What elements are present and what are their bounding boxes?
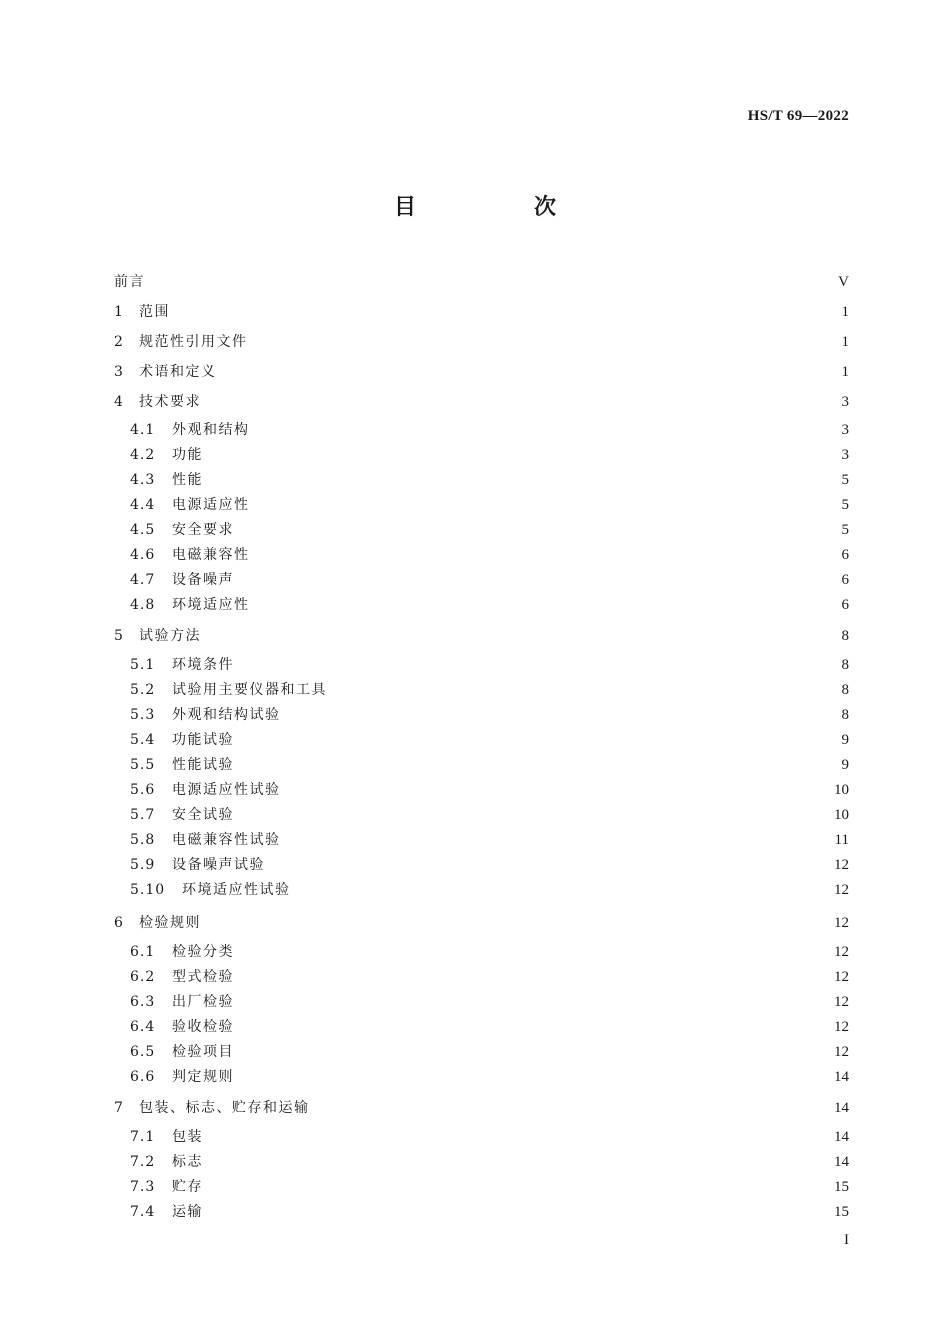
toc-entry-label: 包装、标志、贮存和运输 [139, 1100, 310, 1116]
toc-entry-label: 电源适应性试验 [172, 782, 281, 798]
toc-entry-number: 4.4 [130, 497, 156, 513]
toc-entry-number: 6.5 [130, 1044, 156, 1060]
toc-entry-number: 4.2 [130, 447, 156, 463]
toc-entry-label: 出厂检验 [172, 994, 234, 1010]
toc-entry-page: 3 [841, 447, 849, 463]
toc-entry[interactable] [130, 990, 849, 1014]
toc-entry-page: 6 [841, 547, 849, 563]
toc-entry-number: 5.6 [130, 782, 156, 798]
toc-entry-label: 环境适应性 [172, 597, 250, 613]
toc-entry[interactable] [114, 624, 849, 648]
toc-dot-leader [209, 390, 835, 414]
toc-entry-label: 试验用主要仪器和工具 [172, 682, 327, 698]
toc-entry[interactable] [130, 940, 849, 964]
toc-entry-label: 环境条件 [172, 657, 234, 673]
toc-entry-page: 5 [841, 472, 849, 488]
toc-entry-page: 8 [841, 628, 849, 644]
toc-dot-leader [225, 360, 836, 384]
toc-dot-leader [242, 568, 835, 592]
toc-entry-number: 6 [114, 915, 124, 931]
toc-entry-number: 6.1 [130, 944, 156, 960]
toc-dot-leader [242, 1015, 830, 1039]
toc-entry[interactable] [114, 360, 849, 384]
toc-entry-page: 8 [841, 707, 849, 723]
toc-entry[interactable] [114, 330, 849, 354]
toc-dot-leader [209, 911, 830, 935]
toc-dot-leader [242, 990, 830, 1014]
toc-entry[interactable] [130, 728, 849, 752]
toc-dot-leader [289, 828, 831, 852]
toc-entry-number: 5.7 [130, 807, 156, 823]
toc-entry-label: 检验规则 [139, 915, 201, 931]
toc-entry[interactable] [114, 270, 849, 294]
toc-entry-page: 8 [841, 657, 849, 673]
toc-entry-label: 电源适应性 [172, 497, 250, 513]
toc-entry-label: 判定规则 [172, 1069, 234, 1085]
toc-entry-number: 4.3 [130, 472, 156, 488]
toc-entry-number: 5 [114, 628, 124, 644]
toc-entry-page: 1 [841, 334, 849, 350]
toc-entry[interactable] [130, 828, 849, 852]
toc-entry[interactable] [130, 753, 849, 777]
toc-entry-label: 规范性引用文件 [139, 334, 248, 350]
toc-entry[interactable] [130, 1040, 849, 1064]
toc-entry-page: 12 [834, 857, 849, 873]
toc-entry-page: 9 [841, 757, 849, 773]
toc-entry[interactable] [130, 965, 849, 989]
toc-entry[interactable] [130, 418, 849, 442]
toc-dot-leader [211, 443, 835, 467]
toc-entry-page: 10 [834, 807, 849, 823]
toc-entry-page: 12 [834, 882, 849, 898]
toc-entry-page: 5 [841, 497, 849, 513]
toc-dot-leader [211, 1125, 830, 1149]
toc-entry[interactable] [130, 703, 849, 727]
toc-entry-label: 检验分类 [172, 944, 234, 960]
toc-entry-label: 电磁兼容性 [172, 547, 250, 563]
toc-entry-label: 包装 [172, 1129, 203, 1145]
toc-entry-number: 7.4 [130, 1204, 156, 1220]
toc-entry-page: 11 [834, 832, 849, 848]
toc-entry-page: 14 [834, 1154, 849, 1170]
toc-entry-label: 运输 [172, 1204, 203, 1220]
toc-entry-label: 范围 [139, 304, 170, 320]
toc-entry-number: 5.2 [130, 682, 156, 698]
toc-dot-leader [211, 1200, 830, 1224]
toc-entry-number: 5.3 [130, 707, 156, 723]
toc-entry-page: 5 [841, 522, 849, 538]
toc-entry-number: 4.5 [130, 522, 156, 538]
toc-entry-label: 术语和定义 [139, 364, 217, 380]
toc-dot-leader [289, 778, 831, 802]
toc-entry[interactable] [130, 778, 849, 802]
toc-entry[interactable] [130, 518, 849, 542]
toc-entry-number: 5.1 [130, 657, 156, 673]
toc-entry-label: 电磁兼容性试验 [172, 832, 281, 848]
toc-entry-number: 5.9 [130, 857, 156, 873]
toc-entry-label: 标志 [172, 1154, 203, 1170]
toc-entry-label: 贮存 [172, 1179, 203, 1195]
toc-dot-leader [299, 878, 831, 902]
toc-entry-page: 14 [834, 1100, 849, 1116]
toc-entry-page: 6 [841, 597, 849, 613]
toc-entry-page: 15 [834, 1204, 849, 1220]
toc-dot-leader [258, 543, 836, 567]
toc-entry[interactable] [130, 593, 849, 617]
toc-entry[interactable] [130, 1175, 849, 1199]
toc-entry-number: 4 [114, 394, 124, 410]
toc-entry[interactable] [130, 1065, 849, 1089]
toc-entry-number: 5.5 [130, 757, 156, 773]
toc-entry[interactable] [130, 803, 849, 827]
toc-entry-number: 3 [114, 364, 124, 380]
toc-dot-leader [211, 468, 835, 492]
toc-entry-label: 环境适应性试验 [182, 882, 291, 898]
toc-entry-number: 1 [114, 304, 124, 320]
toc-dot-leader [318, 1096, 831, 1120]
toc-dot-leader [211, 1150, 830, 1174]
toc-entry-label: 性能 [172, 472, 203, 488]
toc-dot-leader [211, 1175, 830, 1199]
toc-dot-leader [242, 728, 835, 752]
toc-entry[interactable] [130, 653, 849, 677]
toc-dot-leader [258, 493, 836, 517]
toc-entry-page: 8 [841, 682, 849, 698]
toc-dot-leader [258, 593, 836, 617]
toc-entry-label: 安全要求 [172, 522, 234, 538]
toc-dot-leader [273, 853, 830, 877]
toc-entry-label: 功能试验 [172, 732, 234, 748]
toc-dot-leader [335, 678, 835, 702]
toc-entry-page: 14 [834, 1129, 849, 1145]
toc-entry[interactable] [114, 1096, 849, 1120]
toc-entry-number: 4.7 [130, 572, 156, 588]
toc-entry-number: 5.4 [130, 732, 156, 748]
toc-entry-page: 1 [841, 304, 849, 320]
toc-entry[interactable] [114, 390, 849, 414]
toc-entry-label: 功能 [172, 447, 203, 463]
toc-entry-page: 3 [841, 422, 849, 438]
toc-entry[interactable] [130, 1200, 849, 1224]
toc-dot-leader [242, 940, 830, 964]
toc-dot-leader [242, 965, 830, 989]
toc-entry-page: V [838, 274, 849, 290]
toc-dot-leader [153, 270, 834, 294]
toc-entry-number: 6.3 [130, 994, 156, 1010]
toc-entry-label: 前言 [114, 274, 145, 290]
toc-entry[interactable] [130, 543, 849, 567]
toc-dot-leader [178, 300, 835, 324]
toc-entry-page: 3 [841, 394, 849, 410]
toc-dot-leader [242, 653, 835, 677]
toc-entry-page: 12 [834, 969, 849, 985]
toc-entry[interactable] [130, 1125, 849, 1149]
toc-entry-page: 9 [841, 732, 849, 748]
document-code: HS/T 69—2022 [747, 108, 849, 124]
toc-entry-label: 性能试验 [172, 757, 234, 773]
toc-dot-leader [242, 753, 835, 777]
toc-entry-label: 安全试验 [172, 807, 234, 823]
toc-dot-leader [242, 803, 830, 827]
toc-entry-number: 7.1 [130, 1129, 156, 1145]
toc-dot-leader [209, 624, 835, 648]
toc-entry[interactable] [130, 1150, 849, 1174]
toc-entry[interactable] [130, 853, 849, 877]
toc-entry-label: 验收检验 [172, 1019, 234, 1035]
toc-entry-label: 外观和结构试验 [172, 707, 281, 723]
toc-entry-label: 型式检验 [172, 969, 234, 985]
page-number: I [844, 1232, 849, 1248]
toc-entry-number: 4.8 [130, 597, 156, 613]
toc-entry-number: 6.2 [130, 969, 156, 985]
toc-entry-page: 14 [834, 1069, 849, 1085]
toc-entry[interactable] [130, 878, 849, 902]
toc-entry-page: 12 [834, 994, 849, 1010]
toc-entry-number: 5.10 [130, 882, 166, 898]
toc-dot-leader [289, 703, 836, 727]
toc-entry[interactable] [130, 1015, 849, 1039]
toc-entry-number: 5.8 [130, 832, 156, 848]
toc-entry-label: 试验方法 [139, 628, 201, 644]
toc-entry-number: 2 [114, 334, 124, 350]
toc-entry-page: 12 [834, 1019, 849, 1035]
toc-entry-number: 6.6 [130, 1069, 156, 1085]
toc-entry[interactable] [114, 300, 849, 324]
toc-entry-label: 检验项目 [172, 1044, 234, 1060]
toc-dot-leader [242, 518, 835, 542]
toc-entry[interactable] [130, 443, 849, 467]
toc-entry-label: 技术要求 [139, 394, 201, 410]
toc-entry-label: 设备噪声试验 [172, 857, 265, 873]
toc-entry-number: 6.4 [130, 1019, 156, 1035]
toc-entry-number: 4.6 [130, 547, 156, 563]
toc-entry-page: 10 [834, 782, 849, 798]
toc-entry-label: 设备噪声 [172, 572, 234, 588]
toc-entry[interactable] [130, 468, 849, 492]
toc-entry[interactable] [130, 493, 849, 517]
toc-entry[interactable] [130, 568, 849, 592]
toc-entry-page: 15 [834, 1179, 849, 1195]
toc-dot-leader [242, 1065, 830, 1089]
toc-entry[interactable] [114, 911, 849, 935]
page-title: 目 次 [393, 195, 604, 220]
toc-entry-number: 7.2 [130, 1154, 156, 1170]
toc-entry-page: 1 [841, 364, 849, 380]
toc-entry-number: 7.3 [130, 1179, 156, 1195]
toc-dot-leader [242, 1040, 830, 1064]
toc-entry-number: 4.1 [130, 422, 156, 438]
toc-entry-page: 12 [834, 1044, 849, 1060]
toc-entry-page: 6 [841, 572, 849, 588]
toc-dot-leader [256, 330, 836, 354]
toc-entry-label: 外观和结构 [172, 422, 250, 438]
toc-entry-page: 12 [834, 915, 849, 931]
toc-entry-number: 7 [114, 1100, 124, 1116]
toc-entry[interactable] [130, 678, 849, 702]
toc-dot-leader [258, 418, 836, 442]
toc-entry-page: 12 [834, 944, 849, 960]
